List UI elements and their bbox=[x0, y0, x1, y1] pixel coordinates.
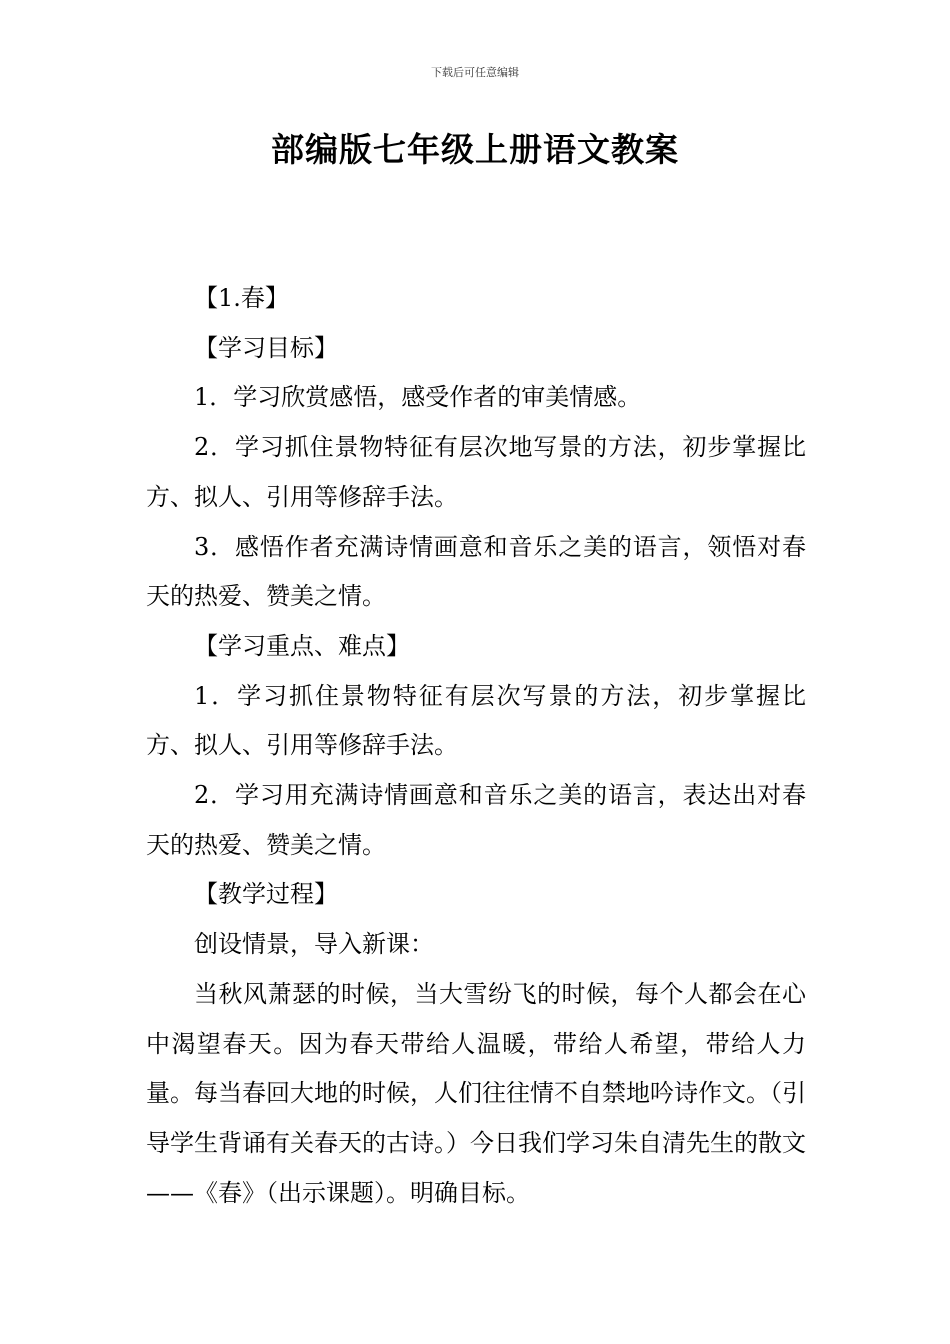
section-heading-teaching-process: 【教学过程】 bbox=[194, 880, 338, 909]
lesson-heading: 【1.春】 bbox=[194, 284, 289, 312]
document-body bbox=[146, 274, 806, 1218]
process-step-intro: 创设情景，导入新课： bbox=[194, 930, 434, 959]
key-point-item-1: 1．学习抓住景物特征有层次写景的方法，初步掌握比方、拟人、引用等修辞手法。 bbox=[146, 681, 806, 760]
header-note: 下载后可任意编辑 bbox=[431, 66, 519, 79]
process-paragraph: 当秋风萧瑟的时候，当大雪纷飞的时候，每个人都会在心中渴望春天。因为春天带给人温暖，带给人希望，带给人力量。每当春回大地的时候，人们往往情不自禁地吟诗作文。（引导学生背诵有关春天的古诗。）今日我们学习朱自清先生的散文——《春》（出示课题）。明确目标。 bbox=[146, 979, 806, 1207]
document-title: 部编版七年级上册语文教案 bbox=[271, 130, 679, 169]
key-point-item-2: 2．学习用充满诗情画意和音乐之美的语言，表达出对春天的热爱、赞美之情。 bbox=[146, 781, 806, 859]
section-heading-key-points: 【学习重点、难点】 bbox=[194, 631, 410, 660]
section-heading-learning-goals: 【学习目标】 bbox=[194, 333, 338, 362]
goal-item-1: 1．学习欣赏感悟，感受作者的审美情感。 bbox=[194, 383, 642, 412]
goal-item-3: 3．感悟作者充满诗情画意和音乐之美的语言，领悟对春天的热爱、赞美之情。 bbox=[146, 532, 806, 611]
goal-item-2: 2．学习抓住景物特征有层次地写景的方法，初步掌握比方、拟人、引用等修辞手法。 bbox=[146, 433, 806, 511]
